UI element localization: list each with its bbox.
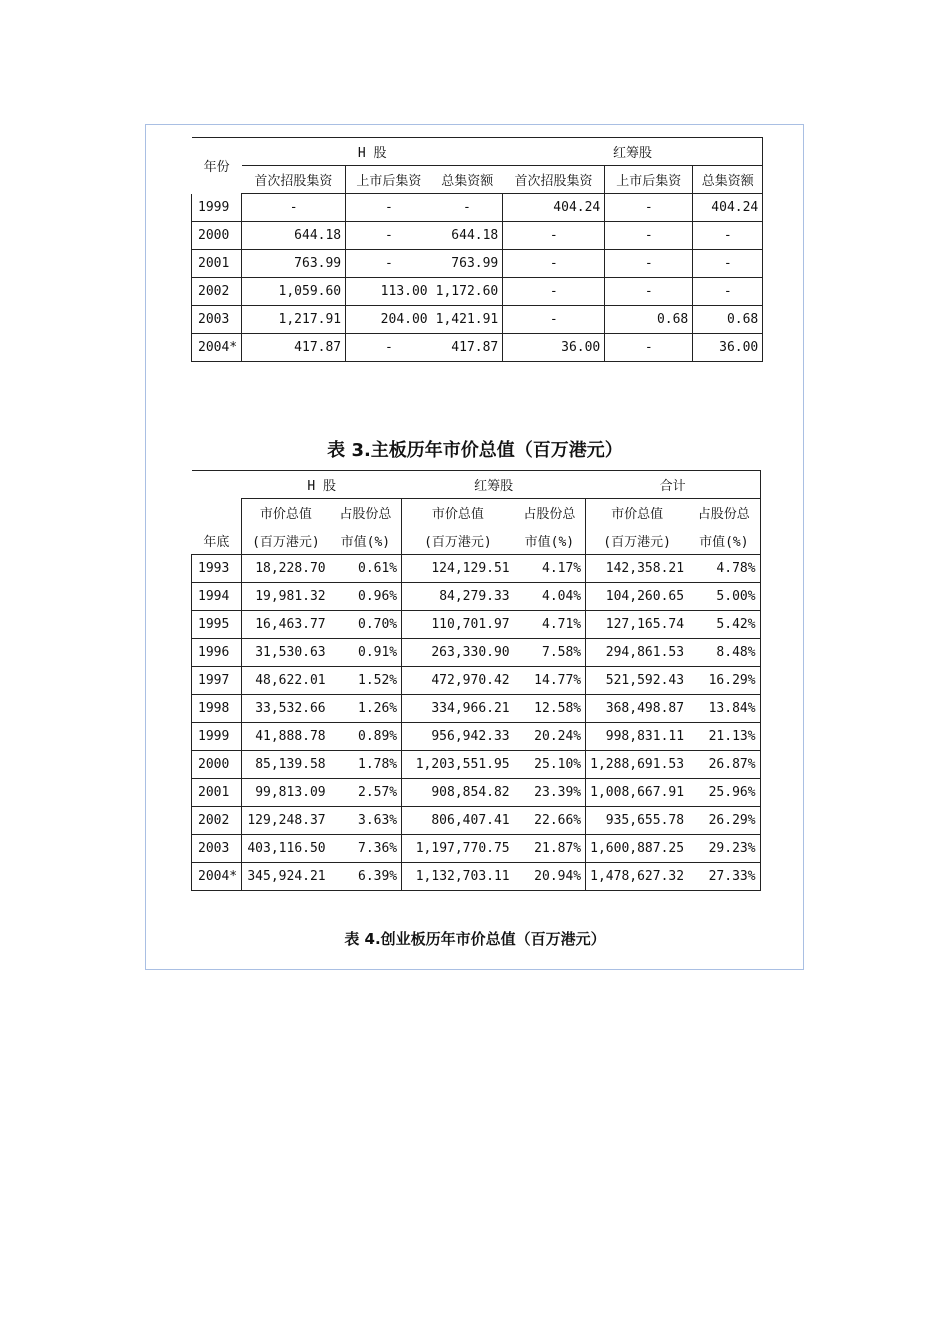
table-cell: 4.78% xyxy=(688,555,760,583)
row-year-cell: 1997 xyxy=(192,667,242,695)
table-cell: 31,530.63 xyxy=(242,639,330,667)
table-cell: - xyxy=(503,278,605,306)
table-cell: 129,248.37 xyxy=(242,807,330,835)
row-year-cell: 1999 xyxy=(192,194,242,222)
table-cell: - xyxy=(605,250,693,278)
table-row xyxy=(192,334,763,362)
table-cell: 1.78% xyxy=(330,751,402,779)
row-year-cell: 2001 xyxy=(192,779,242,807)
table-row xyxy=(192,222,763,250)
table-cell: - xyxy=(605,334,693,362)
table-cell: 0.68 xyxy=(605,306,693,334)
table-cell: 1,008,667.91 xyxy=(586,779,688,807)
table-cell: 16.29% xyxy=(688,667,760,695)
col-header-h-shares: H 股 xyxy=(242,471,402,499)
col-header: 占股份总 xyxy=(688,499,760,527)
col-header-year-end: 年底 xyxy=(192,527,242,555)
table-row xyxy=(192,779,761,807)
table-cell: - xyxy=(432,194,503,222)
table-cell: 127,165.74 xyxy=(586,611,688,639)
table-cell: 763.99 xyxy=(432,250,503,278)
table-cell: 36.00 xyxy=(693,334,763,362)
table-row xyxy=(192,835,761,863)
table-row xyxy=(192,807,761,835)
table-cell: - xyxy=(346,194,432,222)
row-year-cell: 2003 xyxy=(192,835,242,863)
table-cell: 14.77% xyxy=(514,667,586,695)
row-year-cell: 1993 xyxy=(192,555,242,583)
table-cell: 36.00 xyxy=(503,334,605,362)
table-row xyxy=(192,306,763,334)
row-year-cell: 2004* xyxy=(192,334,242,362)
col-header: (百万港元) xyxy=(242,527,330,555)
table-cell: 110,701.97 xyxy=(402,611,514,639)
table-cell: 1,421.91 xyxy=(432,306,503,334)
table-cell: 7.58% xyxy=(514,639,586,667)
row-year-cell: 1994 xyxy=(192,583,242,611)
table-cell: 0.70% xyxy=(330,611,402,639)
table-row xyxy=(192,667,761,695)
table-cell: - xyxy=(346,334,432,362)
table-cell: 1,203,551.95 xyxy=(402,751,514,779)
table-cell: 21.13% xyxy=(688,723,760,751)
col-header: 总集资额 xyxy=(693,166,763,194)
table-cell: 0.68 xyxy=(693,306,763,334)
table-cell: 25.10% xyxy=(514,751,586,779)
table-cell: 20.94% xyxy=(514,863,586,891)
table-cell: 521,592.43 xyxy=(586,667,688,695)
row-year-cell: 1996 xyxy=(192,639,242,667)
table-cell: 22.66% xyxy=(514,807,586,835)
table-cell: 4.04% xyxy=(514,583,586,611)
col-header: 市价总值 xyxy=(242,499,330,527)
col-header: 市价总值 xyxy=(586,499,688,527)
table-cell: - xyxy=(503,250,605,278)
table-cell: 2.57% xyxy=(330,779,402,807)
table-cell: 1,132,703.11 xyxy=(402,863,514,891)
table-cell: 19,981.32 xyxy=(242,583,330,611)
table-cell: 25.96% xyxy=(688,779,760,807)
table-cell: 1,288,691.53 xyxy=(586,751,688,779)
table-cell: 13.84% xyxy=(688,695,760,723)
market-cap-table xyxy=(191,470,761,891)
table-cell: 85,139.58 xyxy=(242,751,330,779)
table-cell: 23.39% xyxy=(514,779,586,807)
row-year-cell: 2000 xyxy=(192,751,242,779)
col-header: 首次招股集资 xyxy=(242,166,346,194)
table-cell: 1,217.91 xyxy=(242,306,346,334)
table-row xyxy=(192,555,761,583)
table-cell: 4.17% xyxy=(514,555,586,583)
table-cell: 404.24 xyxy=(693,194,763,222)
table-cell: 956,942.33 xyxy=(402,723,514,751)
table-row xyxy=(192,250,763,278)
table-cell: 644.18 xyxy=(432,222,503,250)
table-cell: 763.99 xyxy=(242,250,346,278)
table-row xyxy=(192,695,761,723)
table-cell: - xyxy=(693,278,763,306)
table-cell: 27.33% xyxy=(688,863,760,891)
table-cell: 334,966.21 xyxy=(402,695,514,723)
table-cell: 1,172.60 xyxy=(432,278,503,306)
table-cell: - xyxy=(242,194,346,222)
table-cell: 1,197,770.75 xyxy=(402,835,514,863)
col-header: 占股份总 xyxy=(523,507,576,523)
col-header: 占股份总 xyxy=(339,507,392,523)
table-cell: 403,116.50 xyxy=(242,835,330,863)
table-cell: - xyxy=(346,222,432,250)
table-cell: - xyxy=(503,222,605,250)
table-cell: 345,924.21 xyxy=(242,863,330,891)
table-cell: 5.42% xyxy=(688,611,760,639)
table-cell: 294,861.53 xyxy=(586,639,688,667)
table-cell: 99,813.09 xyxy=(242,779,330,807)
table-cell: 7.36% xyxy=(330,835,402,863)
table-cell: 33,532.66 xyxy=(242,695,330,723)
table-row xyxy=(192,863,761,891)
table3-caption: 表 3.主板历年市价总值（百万港元） xyxy=(327,440,623,461)
row-year-cell: 2001 xyxy=(192,250,242,278)
table-row xyxy=(192,194,763,222)
table-cell: 142,358.21 xyxy=(586,555,688,583)
table-row xyxy=(192,583,761,611)
table4-caption: 表 4.创业板历年市价总值（百万港元） xyxy=(344,930,606,948)
table-cell: 48,622.01 xyxy=(242,667,330,695)
table-cell: 12.58% xyxy=(514,695,586,723)
table-cell: 5.00% xyxy=(688,583,760,611)
row-year-cell: 1995 xyxy=(192,611,242,639)
table-cell: 3.63% xyxy=(330,807,402,835)
table-cell: 113.00 xyxy=(346,278,432,306)
table-cell: 204.00 xyxy=(346,306,432,334)
table-cell: 1.26% xyxy=(330,695,402,723)
col-header: 市价总值 xyxy=(402,499,514,527)
table-cell: 806,407.41 xyxy=(402,807,514,835)
table-cell: 263,330.90 xyxy=(402,639,514,667)
table-cell: 21.87% xyxy=(514,835,586,863)
table-cell: 0.61% xyxy=(330,555,402,583)
table-cell: 18,228.70 xyxy=(242,555,330,583)
table-cell: 124,129.51 xyxy=(402,555,514,583)
row-year-cell: 2002 xyxy=(192,278,242,306)
table-cell: 908,854.82 xyxy=(402,779,514,807)
row-year-cell: 1999 xyxy=(192,723,242,751)
table-cell: 0.96% xyxy=(330,583,402,611)
table-row xyxy=(192,639,761,667)
row-year-cell: 2000 xyxy=(192,222,242,250)
col-header: 市值(%) xyxy=(514,527,586,555)
col-header-red-chip: 红筹股 xyxy=(503,138,763,166)
table-cell: 0.91% xyxy=(330,639,402,667)
col-header-red-chip: 红筹股 xyxy=(402,471,586,499)
row-year-cell: 1998 xyxy=(192,695,242,723)
table-row xyxy=(192,723,761,751)
table-cell: 0.89% xyxy=(330,723,402,751)
table-cell: 1,059.60 xyxy=(242,278,346,306)
table-cell: 417.87 xyxy=(242,334,346,362)
table-cell: - xyxy=(693,222,763,250)
fundraising-table xyxy=(191,137,763,362)
col-header: (百万港元) xyxy=(586,527,688,555)
col-header: 上市后集资 xyxy=(346,166,432,194)
table-cell: 472,970.42 xyxy=(402,667,514,695)
table-cell: - xyxy=(605,222,693,250)
table-cell: 16,463.77 xyxy=(242,611,330,639)
table-cell: 84,279.33 xyxy=(402,583,514,611)
table-cell: 1,600,887.25 xyxy=(586,835,688,863)
table-cell: 26.29% xyxy=(688,807,760,835)
table-cell: 644.18 xyxy=(242,222,346,250)
row-year-cell: 2003 xyxy=(192,306,242,334)
table-cell: 6.39% xyxy=(330,863,402,891)
table-cell: 368,498.87 xyxy=(586,695,688,723)
table-cell: 26.87% xyxy=(688,751,760,779)
col-header: 首次招股集资 xyxy=(503,166,605,194)
col-header-h-shares: H 股 xyxy=(242,138,503,166)
table-cell: 1,478,627.32 xyxy=(586,863,688,891)
table-cell: 29.23% xyxy=(688,835,760,863)
table-row xyxy=(192,611,761,639)
table-cell: 404.24 xyxy=(503,194,605,222)
col-header: 上市后集资 xyxy=(605,166,693,194)
table-cell: 104,260.65 xyxy=(586,583,688,611)
table-row xyxy=(192,278,763,306)
table-cell: 935,655.78 xyxy=(586,807,688,835)
table-cell: - xyxy=(503,306,605,334)
table-cell: 417.87 xyxy=(432,334,503,362)
table-row xyxy=(192,751,761,779)
table-cell: 998,831.11 xyxy=(586,723,688,751)
table-cell: 4.71% xyxy=(514,611,586,639)
table-cell: - xyxy=(605,278,693,306)
col-header: (百万港元) xyxy=(402,527,514,555)
table-cell: - xyxy=(346,250,432,278)
table-cell: 8.48% xyxy=(688,639,760,667)
col-header-year: 年份 xyxy=(192,138,242,194)
table-cell: - xyxy=(605,194,693,222)
row-year-cell: 2004* xyxy=(192,863,242,891)
col-header: 市值(%) xyxy=(688,527,760,555)
table-cell: 41,888.78 xyxy=(242,723,330,751)
table-cell: - xyxy=(693,250,763,278)
col-header-total: 合计 xyxy=(586,471,760,499)
table-cell: 1.52% xyxy=(330,667,402,695)
col-header: 市值(%) xyxy=(330,527,402,555)
table-cell: 20.24% xyxy=(514,723,586,751)
col-header: 总集资额 xyxy=(432,166,503,194)
row-year-cell: 2002 xyxy=(192,807,242,835)
